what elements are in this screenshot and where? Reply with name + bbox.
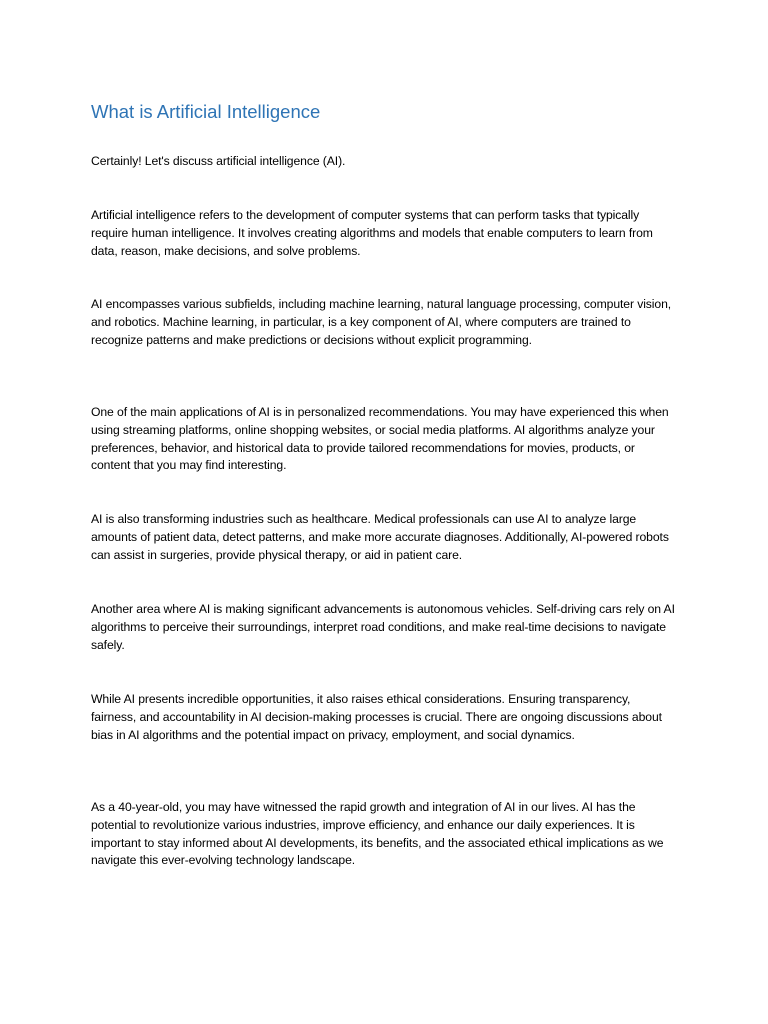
paragraph-subfields: AI encompasses various subfields, including machine learning, natural language processing, computer vision, and robotics. Machine learning, in particular, is a key component of AI, where computers are trained to recognize patterns and make predictions or decisions without explicit programming. bbox=[91, 297, 672, 347]
document-title: What is Artificial Intelligence bbox=[91, 101, 321, 122]
paragraph-recommendations: One of the main applications of AI is in personalized recommendations. You may have experienced this when using streaming platforms, online shopping websites, or social media platforms. AI algorithms analyze your preferences, behavior, and historical data to provide tailored recommendations for movies, products, or content that you may find interesting. bbox=[91, 405, 669, 473]
paragraph-autonomous-vehicles: Another area where AI is making significant advancements is autonomous vehicles. Self-driving cars rely on AI algorithms to perceive their surroundings, interpret road conditions, and make real-time decisions to navigate safely. bbox=[91, 602, 675, 652]
paragraph-ethics: While AI presents incredible opportunities, it also raises ethical considerations. Ensuring transparency, fairness, and accountability in AI decision-making processes is crucial. There are ongoing discussions about bias in AI algorithms and the potential impact on privacy, employment, and social dynamics. bbox=[91, 692, 662, 742]
paragraph-conclusion: As a 40-year-old, you may have witnessed the rapid growth and integration of AI in our lives. AI has the potential to revolutionize various industries, improve efficiency, and enhance our daily experiences. It is important to stay informed about AI developments, its benefits, and the associated ethical implications as we navigate this ever-evolving technology landscape. bbox=[91, 800, 664, 868]
paragraph-definition: Artificial intelligence refers to the development of computer systems that can perform tasks that typically require human intelligence. It involves creating algorithms and models that enable computers to learn from data, reason, make decisions, and solve problems. bbox=[91, 208, 653, 258]
paragraph-healthcare: AI is also transforming industries such as healthcare. Medical professionals can use AI to analyze large amounts of patient data, detect patterns, and make more accurate diagnoses. Additionally, AI-powered robots can assist in surgeries, provide physical therapy, or aid in patient care. bbox=[91, 512, 669, 562]
paragraph-intro: Certainly! Let's discuss artificial intelligence (AI). bbox=[91, 154, 346, 168]
